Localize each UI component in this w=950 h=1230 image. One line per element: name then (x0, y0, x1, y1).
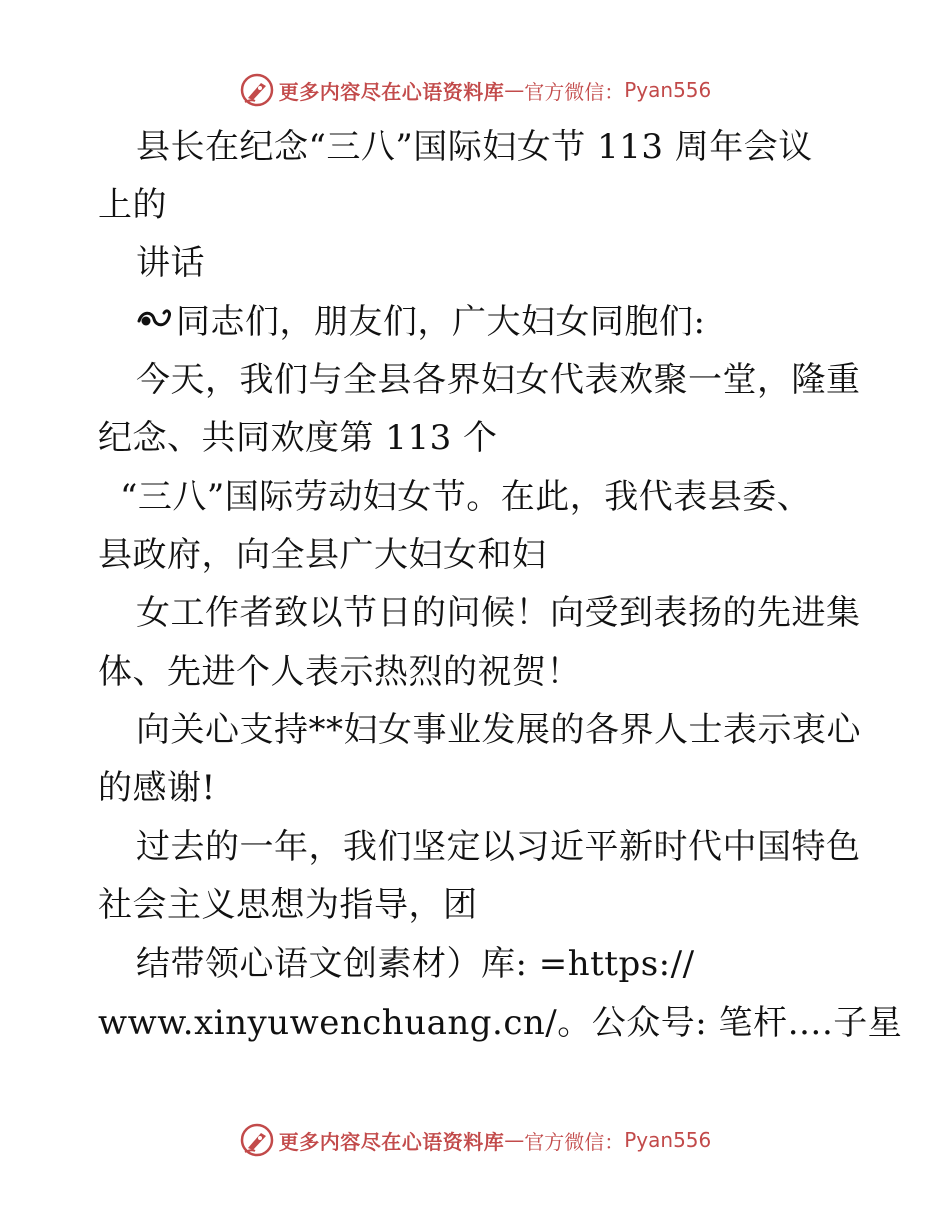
body-line: 县政府，向全县广大妇女和妇 (98, 535, 547, 575)
body-line: 向关心支持**妇女事业发展的各界人士表示衷心 (136, 710, 861, 750)
body-line: 过去的一年，我们坚定以习近平新时代中国特色 (136, 827, 861, 867)
body-line: “三八”国际劳动妇女节。在此，我代表县委、 (120, 477, 812, 517)
flourish-icon (136, 295, 174, 353)
banner-wechat-id: Pyan556 (624, 1128, 712, 1152)
body-line: 女工作者致以节日的问候！向受到表扬的先进集 (136, 593, 861, 633)
banner-separator: — (504, 1128, 525, 1152)
header-banner (0, 70, 950, 110)
banner-separator: — (504, 78, 525, 102)
body-line: 今天，我们与全县各界妇女代表欢聚一堂，隆重 (136, 360, 861, 400)
banner-wechat-label: 官方微信： (524, 79, 625, 104)
doc-title-line-2: 上的 (98, 185, 167, 225)
banner-wechat-id: Pyan556 (624, 78, 712, 102)
salutation-line (136, 293, 705, 353)
body-line: 纪念、共同欢度第 113 个 (98, 418, 498, 458)
banner-main-text: 更多内容尽在心语资料库 (278, 1129, 505, 1154)
salutation-text: 同志们，朋友们，广大妇女同胞们: (176, 302, 706, 342)
doc-title-line-3: 讲话 (136, 243, 205, 283)
body-line: 体、先进个人表示热烈的祝贺！ (98, 652, 581, 692)
pen-nib-logo-icon (239, 1122, 275, 1158)
pen-nib-logo-icon (239, 72, 275, 108)
body-line: www.xinyuwenchuang.cn/。公众号: 笔杆….子星 (98, 1003, 903, 1043)
body-line: 社会主义思想为指导，团 (98, 885, 478, 925)
footer-banner (0, 1120, 950, 1160)
banner-wechat-label: 官方微信： (524, 1129, 625, 1154)
banner-main-text: 更多内容尽在心语资料库 (278, 79, 505, 104)
doc-title-line-1: 县长在纪念“三八”国际妇女节 113 周年会议 (136, 127, 813, 167)
body-line: 的感谢! (98, 768, 216, 808)
body-line: 结带领心语文创素材）库: =https:// (136, 944, 695, 984)
